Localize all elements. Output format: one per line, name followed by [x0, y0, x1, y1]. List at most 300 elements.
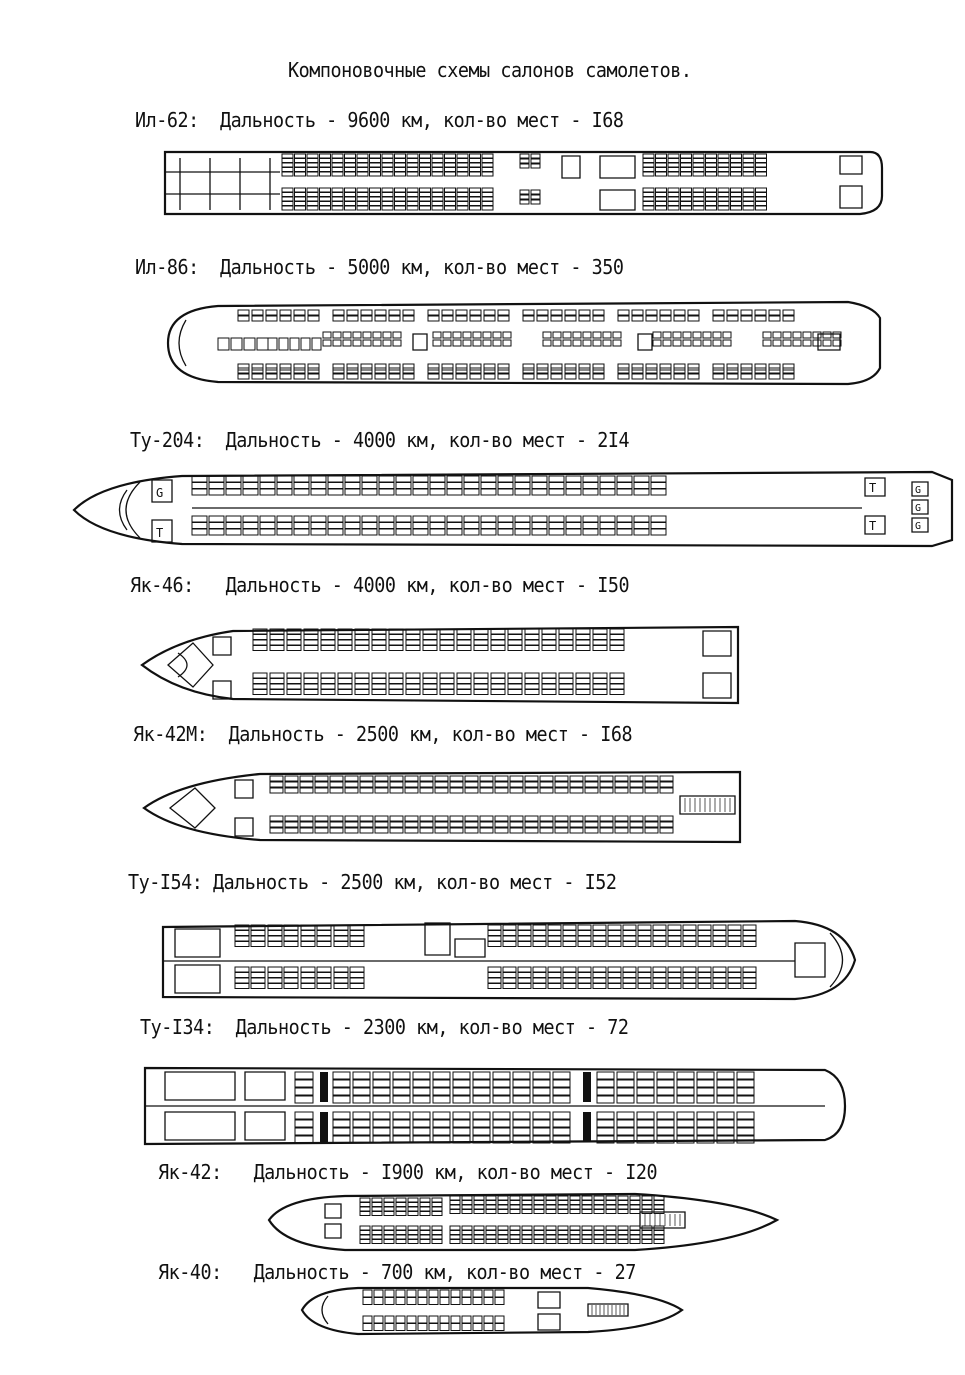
- seat: [285, 788, 298, 793]
- seat: [593, 646, 607, 651]
- seat: [432, 1226, 442, 1230]
- seat: [447, 523, 462, 529]
- seat: [295, 163, 306, 167]
- seat: [522, 1240, 532, 1244]
- seat: [435, 822, 448, 827]
- yak42-cabin-diagram: [265, 1188, 780, 1258]
- seat: [498, 1210, 508, 1214]
- seat: [420, 188, 431, 192]
- seat: [347, 364, 358, 370]
- seat: [525, 679, 539, 684]
- seat: [608, 973, 621, 978]
- seat: [423, 646, 437, 651]
- seat: [432, 1231, 442, 1235]
- seat: [642, 1240, 652, 1244]
- seat: [617, 1120, 634, 1127]
- seat: [418, 1290, 427, 1297]
- seat: [706, 154, 717, 158]
- seat: [558, 1196, 568, 1200]
- seat: [389, 646, 403, 651]
- seat: [226, 516, 241, 522]
- seat: [347, 310, 358, 315]
- seat: [498, 316, 509, 321]
- seat: [600, 529, 615, 535]
- seat: [473, 1120, 490, 1127]
- seat: [430, 516, 445, 522]
- seat: [803, 340, 811, 346]
- seat: [407, 188, 418, 192]
- seat: [243, 483, 258, 489]
- seat: [372, 1207, 382, 1211]
- toilet: [840, 156, 862, 174]
- seat: [743, 188, 754, 192]
- seat: [453, 1080, 470, 1087]
- seat: [555, 788, 568, 793]
- seat: [638, 925, 651, 930]
- seat: [372, 1212, 382, 1216]
- seat: [393, 1128, 410, 1135]
- seat: [531, 200, 540, 204]
- seat: [251, 931, 265, 936]
- seat: [317, 984, 331, 989]
- seat: [563, 942, 576, 947]
- seat: [235, 973, 249, 978]
- seat: [731, 193, 742, 197]
- seat: [646, 310, 657, 315]
- seat: [334, 936, 348, 941]
- seat: [617, 1128, 634, 1135]
- seat: [743, 967, 756, 972]
- stairs: [680, 796, 735, 814]
- label-yak40: Як-40: Дальность - 700 км, кол-во мест - 27: [158, 1260, 636, 1284]
- seat: [456, 364, 467, 370]
- seat: [372, 646, 386, 651]
- seat: [372, 1231, 382, 1235]
- seat: [457, 193, 468, 197]
- seat: [698, 925, 711, 930]
- seat: [360, 816, 373, 821]
- seat: [503, 973, 516, 978]
- seat: [396, 1198, 406, 1202]
- seat: [559, 684, 573, 689]
- seat: [566, 489, 581, 495]
- bulkhead: [320, 1112, 328, 1142]
- seat: [285, 776, 298, 781]
- seat: [698, 973, 711, 978]
- cockpit: [830, 933, 843, 987]
- seat: [793, 340, 801, 346]
- seat: [473, 1088, 490, 1095]
- seat: [345, 193, 356, 197]
- seat: [413, 1128, 430, 1135]
- seat: [534, 1235, 544, 1239]
- seat: [532, 483, 547, 489]
- seat: [260, 516, 275, 522]
- seat: [488, 925, 501, 930]
- seat: [578, 984, 591, 989]
- seat: [360, 1203, 370, 1207]
- seat: [372, 1235, 382, 1239]
- seat: [457, 154, 468, 158]
- seat: [307, 202, 318, 206]
- seat: [570, 828, 583, 833]
- seat: [718, 163, 729, 167]
- seat: [515, 489, 530, 495]
- seat: [491, 646, 505, 651]
- seat: [382, 163, 393, 167]
- seat: [643, 188, 654, 192]
- seat: [304, 690, 318, 695]
- seat: [470, 316, 481, 321]
- seat: [451, 1290, 460, 1297]
- seat: [681, 159, 692, 163]
- seat: [570, 1196, 580, 1200]
- seat: [445, 197, 456, 201]
- seat: [383, 340, 391, 346]
- seat: [420, 168, 431, 172]
- seat: [396, 1324, 405, 1331]
- seat: [741, 316, 752, 321]
- seat: [384, 1212, 394, 1216]
- seat: [396, 1207, 406, 1211]
- seat: [384, 1240, 394, 1244]
- seat: [209, 529, 224, 535]
- seat: [540, 828, 553, 833]
- seat: [355, 646, 369, 651]
- seat: [656, 159, 667, 163]
- seat: [396, 1290, 405, 1297]
- seat: [396, 483, 411, 489]
- seat: [618, 1205, 628, 1209]
- seat: [464, 476, 479, 482]
- seat: [482, 193, 493, 197]
- seat: [743, 163, 754, 167]
- seat: [728, 925, 741, 930]
- seat: [727, 374, 738, 379]
- seat: [440, 684, 454, 689]
- seat: [413, 489, 428, 495]
- seat: [482, 163, 493, 167]
- seat: [482, 206, 493, 210]
- seat: [718, 188, 729, 192]
- seat: [593, 673, 607, 678]
- seat: [328, 489, 343, 495]
- seat: [515, 523, 530, 529]
- seat: [420, 1235, 430, 1239]
- cockpit: [322, 1296, 328, 1324]
- seat: [238, 374, 249, 379]
- seat: [540, 822, 553, 827]
- seat: [270, 828, 283, 833]
- seat: [311, 489, 326, 495]
- seat: [643, 168, 654, 172]
- seat: [741, 310, 752, 315]
- seat: [363, 1290, 372, 1297]
- seat: [594, 1231, 604, 1235]
- seat: [470, 154, 481, 158]
- seat: [643, 193, 654, 197]
- seat: [406, 673, 420, 678]
- seat: [508, 684, 522, 689]
- seat: [389, 635, 403, 640]
- seat: [435, 782, 448, 787]
- seat: [608, 931, 621, 936]
- seat: [623, 925, 636, 930]
- seat: [345, 172, 356, 176]
- seat: [238, 364, 249, 370]
- seat: [295, 1096, 313, 1103]
- seat: [330, 816, 343, 821]
- seat: [546, 1231, 556, 1235]
- seat: [362, 516, 377, 522]
- seat: [743, 193, 754, 197]
- seat: [473, 1112, 490, 1119]
- seat: [651, 489, 666, 495]
- seat: [513, 1072, 530, 1079]
- seat: [618, 1226, 628, 1230]
- seat: [534, 1210, 544, 1214]
- seat: [345, 206, 356, 210]
- seat: [463, 340, 471, 346]
- seat: [646, 374, 657, 379]
- seat: [372, 679, 386, 684]
- seat: [350, 978, 364, 983]
- seat: [763, 340, 771, 346]
- seat: [674, 364, 685, 370]
- seat: [531, 195, 540, 199]
- seat: [360, 782, 373, 787]
- seat: [238, 316, 249, 321]
- seat: [407, 193, 418, 197]
- seat: [308, 374, 319, 379]
- seat: [357, 188, 368, 192]
- seat: [731, 188, 742, 192]
- seat: [442, 316, 453, 321]
- seat: [551, 310, 562, 315]
- seat: [280, 364, 291, 370]
- seat: [372, 1240, 382, 1244]
- seat: [525, 822, 538, 827]
- seat: [537, 310, 548, 315]
- seat: [355, 684, 369, 689]
- seat: [600, 828, 613, 833]
- seat: [345, 154, 356, 158]
- seat: [375, 782, 388, 787]
- seat: [357, 206, 368, 210]
- seat: [295, 197, 306, 201]
- seat: [656, 154, 667, 158]
- seat: [353, 1120, 370, 1127]
- seat: [395, 197, 406, 201]
- seat: [420, 172, 431, 176]
- fuselage: [165, 152, 882, 214]
- seat: [498, 476, 513, 482]
- seat: [769, 316, 780, 321]
- seat: [445, 159, 456, 163]
- seat: [301, 978, 315, 983]
- seat: [457, 163, 468, 167]
- seat: [355, 673, 369, 678]
- seat: [617, 476, 632, 482]
- seat: [280, 316, 291, 321]
- seat: [645, 776, 658, 781]
- seat: [510, 788, 523, 793]
- seat: [518, 984, 531, 989]
- seat: [361, 364, 372, 370]
- seat: [654, 1205, 664, 1209]
- seat: [756, 168, 767, 172]
- seat: [209, 516, 224, 522]
- toilet: [538, 1314, 560, 1330]
- seat: [728, 931, 741, 936]
- seat: [498, 1196, 508, 1200]
- seat: [295, 1112, 313, 1119]
- seat: [717, 1128, 734, 1135]
- seat: [756, 197, 767, 201]
- seat: [295, 202, 306, 206]
- seat: [555, 828, 568, 833]
- seat: [566, 529, 581, 535]
- seat: [429, 1316, 438, 1323]
- seat: [447, 516, 462, 522]
- seat: [773, 340, 781, 346]
- seat: [456, 316, 467, 321]
- seat: [457, 188, 468, 192]
- seat: [582, 1205, 592, 1209]
- seat: [321, 635, 335, 640]
- seat: [251, 936, 265, 941]
- seat: [783, 364, 794, 370]
- seat: [566, 523, 581, 529]
- seat: [508, 635, 522, 640]
- seat: [252, 374, 263, 379]
- seat: [706, 159, 717, 163]
- seat: [585, 816, 598, 821]
- seat: [493, 1080, 510, 1087]
- seat: [823, 332, 831, 338]
- seat: [583, 476, 598, 482]
- seat: [282, 168, 293, 172]
- seat: [462, 1298, 471, 1305]
- seat: [277, 483, 292, 489]
- seat: [653, 332, 661, 338]
- seat: [520, 164, 529, 168]
- seat: [551, 316, 562, 321]
- label-yak42m: Як-42М: Дальность - 2500 км, кол-во мест - I68: [133, 722, 633, 746]
- seat: [498, 516, 513, 522]
- seat: [363, 1324, 372, 1331]
- seat: [660, 828, 673, 833]
- seat: [646, 316, 657, 321]
- seat: [523, 316, 534, 321]
- seat: [610, 635, 624, 640]
- seat: [482, 172, 493, 176]
- seat: [433, 1112, 450, 1119]
- seat: [443, 332, 451, 338]
- seat: [379, 489, 394, 495]
- seat: [403, 364, 414, 370]
- seat: [495, 822, 508, 827]
- seat: [373, 1096, 390, 1103]
- seat: [606, 1201, 616, 1205]
- seat: [433, 1072, 450, 1079]
- seat: [432, 188, 443, 192]
- seat: [593, 936, 606, 941]
- seat: [718, 172, 729, 176]
- seat: [578, 936, 591, 941]
- seat: [360, 1235, 370, 1239]
- seat: [226, 483, 241, 489]
- seat: [503, 984, 516, 989]
- seat: [270, 684, 284, 689]
- seat: [321, 684, 335, 689]
- seat: [525, 782, 538, 787]
- seat: [330, 782, 343, 787]
- seat: [522, 1226, 532, 1230]
- seat: [510, 1196, 520, 1200]
- seat: [594, 1240, 604, 1244]
- seat: [338, 679, 352, 684]
- seat: [608, 942, 621, 947]
- seat: [338, 684, 352, 689]
- seat: [270, 822, 283, 827]
- seat: [447, 489, 462, 495]
- seat: [307, 168, 318, 172]
- seat: [763, 332, 771, 338]
- seat: [713, 310, 724, 315]
- seat: [389, 316, 400, 321]
- seat: [823, 340, 831, 346]
- seat: [618, 316, 629, 321]
- seat: [474, 1231, 484, 1235]
- seat: [769, 310, 780, 315]
- seat: [731, 163, 742, 167]
- label-yak46: Як-46: Дальность - 4000 км, кол-во мест - I50: [130, 573, 630, 597]
- seat: [307, 206, 318, 210]
- seat: [252, 316, 263, 321]
- seat: [285, 816, 298, 821]
- seat: [390, 816, 403, 821]
- seat: [304, 635, 318, 640]
- seat: [618, 1196, 628, 1200]
- seat: [465, 776, 478, 781]
- seat: [677, 1080, 694, 1087]
- seat: [693, 159, 704, 163]
- seat: [284, 942, 298, 947]
- seat: [370, 159, 381, 163]
- seat: [533, 978, 546, 983]
- seat: [374, 1316, 383, 1323]
- seat: [473, 340, 481, 346]
- seat: [218, 338, 229, 350]
- seat: [370, 154, 381, 158]
- seat: [559, 635, 573, 640]
- seat: [486, 1196, 496, 1200]
- seat: [403, 374, 414, 379]
- seat: [743, 984, 756, 989]
- seat: [268, 967, 282, 972]
- seat: [474, 1226, 484, 1230]
- seat: [405, 782, 418, 787]
- seat: [683, 942, 696, 947]
- seat: [663, 332, 671, 338]
- seat: [637, 1072, 654, 1079]
- seat: [470, 188, 481, 192]
- seat: [308, 364, 319, 370]
- seat: [462, 1210, 472, 1214]
- seat: [294, 310, 305, 315]
- seat: [743, 978, 756, 983]
